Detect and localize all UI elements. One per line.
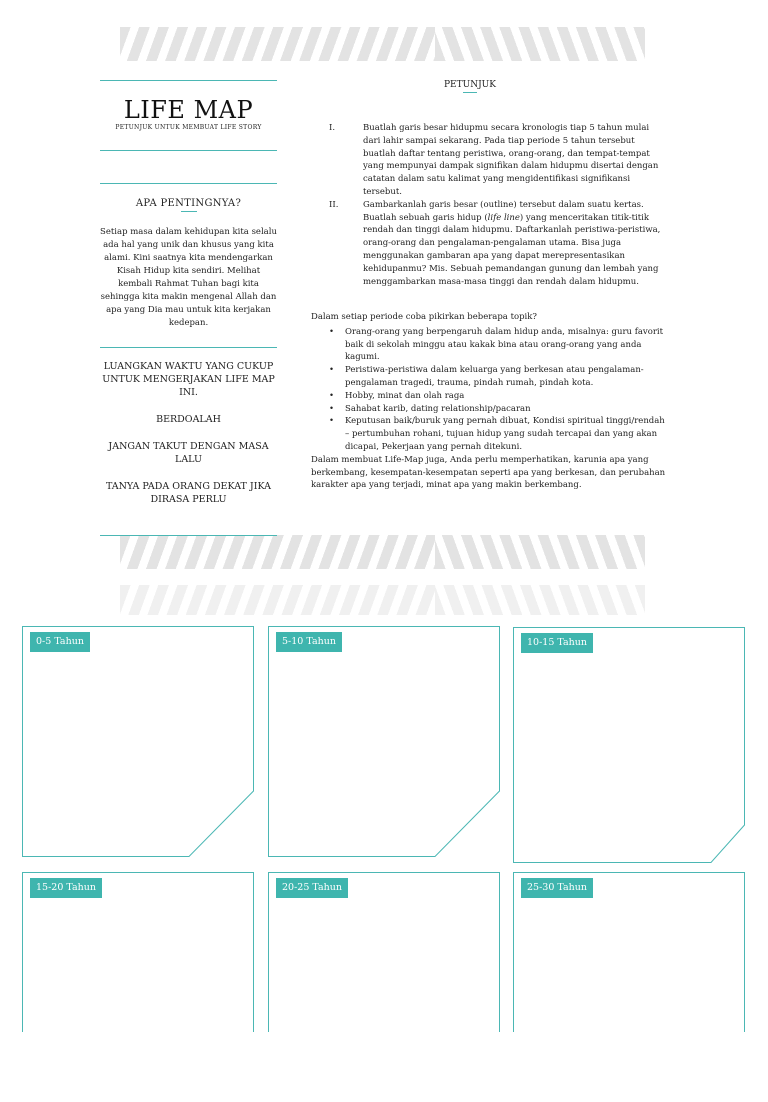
- topics-section: [311, 311, 666, 492]
- divider-line: [100, 183, 277, 184]
- period-label: 20-25 Tahun: [276, 878, 348, 898]
- top-decorative-banner: [120, 27, 645, 61]
- topics-intro: Dalam setiap periode coba pikirkan beberapa topik?: [311, 312, 537, 322]
- importance-section: [100, 198, 277, 330]
- page-subtitle: PETUNJUK UNTUK MEMBUAT LIFE STORY: [115, 124, 262, 131]
- instructions-steps: [311, 122, 666, 288]
- importance-text: Setiap masa dalam kehidupan kita selalu ada hal yang unik dan khusus yang kita alami. Kini saatnya kita mendengarkan Kisah Hidup kita sendiri. Melihat kembali Rahmat Tuhan bagi kita sehingga kita makin mengenal Allah dan apa yang Dia mau untuk kita kerjakan kedepan.: [100, 227, 277, 328]
- step-item: [311, 199, 666, 289]
- step-text: Gambarkanlah garis besar (outline) tersebut dalam suatu kertas. Buatlah sebuah garis hidup (: [363, 199, 644, 223]
- divider-line: [100, 150, 277, 151]
- step-text-italic: life line: [487, 212, 520, 223]
- period-panel: [513, 872, 745, 1102]
- middle-decorative-banner: [120, 535, 645, 569]
- instructions-heading: [440, 80, 500, 93]
- tip-item: BERDOALAH: [156, 414, 221, 425]
- topic-item: • Sahabat karib, dating relationship/pacaran: [311, 403, 666, 416]
- step-number: II.: [329, 199, 339, 210]
- lower-decorative-banner: [120, 585, 645, 615]
- topic-item: • Orang-orang yang berpengaruh dalam hidup anda, misalnya: guru favorit baik di sekolah minggu atau kakak bina atau orang-orang yang anda kagumi.: [311, 326, 666, 364]
- period-panel: [513, 627, 745, 857]
- period-panel: [268, 872, 500, 1102]
- period-label: 15-20 Tahun: [30, 878, 102, 898]
- divider-line: [100, 535, 277, 536]
- heading-underline: [181, 211, 197, 212]
- step-text: Buatlah garis besar hidupmu secara kronologis tiap 5 tahun mulai dari lahir sampai sekarang. Pada tiap periode 5 tahun tersebut buatlah daftar tentang peristiwa, orang-orang, dan tempat-tempat yang mempunyai dampak signifikan dalam hidupmu disertai dengan catatan dalam satu kalimat yang mengidentifikasi signifikansi tersebut.: [363, 123, 659, 197]
- topic-item: • Keputusan baik/buruk yang pernah dibuat, Kondisi spiritual tinggi/rendah – pertumbuhan rohani, tujuan hidup yang sudah tercapai dan yang akan dicapai, Pekerjaan yang pernah ditekuni.: [311, 415, 666, 453]
- title-block: [100, 96, 277, 131]
- tip-item: JANGAN TAKUT DENGAN MASA LALU: [108, 441, 269, 465]
- topic-item: • Peristiwa-peristiwa dalam keluarga yang berkesan atau pengalaman-pengalaman tragedi, trauma, pindah rumah, pindah kota.: [311, 364, 666, 390]
- tip-item: LUANGKAN WAKTU YANG CUKUP UNTUK MENGERJAKAN LIFE MAP INI.: [102, 361, 275, 398]
- page-title: LIFE MAP: [123, 96, 254, 124]
- topic-item: • Hobby, minat dan olah raga: [311, 390, 666, 403]
- period-label: 10-15 Tahun: [521, 633, 593, 653]
- period-label: 5-10 Tahun: [276, 632, 342, 652]
- step-number: I.: [329, 123, 336, 133]
- step-item: [311, 122, 666, 199]
- divider-line: [100, 80, 277, 81]
- instructions-heading-text: PETUNJUK: [443, 80, 496, 90]
- closing-text: Dalam membuat Life-Map juga, Anda perlu memperhatikan, karunia apa yang berkembang, kesempatan-kesempatan seperti apa yang berkesan, dan perubahan karakter apa yang terjadi, minat apa yang makin berkembang.: [311, 454, 666, 491]
- tip-item: TANYA PADA ORANG DEKAT JIKA DIRASA PERLU: [105, 481, 272, 505]
- importance-heading: APA PENTINGNYA?: [135, 198, 242, 209]
- period-panel: [268, 626, 500, 856]
- divider-line: [100, 347, 277, 348]
- period-label: 0-5 Tahun: [30, 632, 90, 652]
- period-panel: [22, 626, 254, 856]
- period-label: 25-30 Tahun: [521, 878, 593, 898]
- tips-section: [100, 360, 277, 520]
- period-panel: [22, 872, 254, 1102]
- step-text: ) yang menceritakan titik-titik rendah dan tinggi dalam hidupmu. Daftarkanlah peristiwa-peristiwa, orang-orang dan pengalaman-pengalaman utama. Bisa juga menggunakan gambaran apa yang dapat merepresentasikan kehidupanmu? Mis. Sebuah pemandangan gunung dan lembah yang menggambarkan masa-masa tinggi dan rendah dalam hidupmu.: [363, 212, 661, 287]
